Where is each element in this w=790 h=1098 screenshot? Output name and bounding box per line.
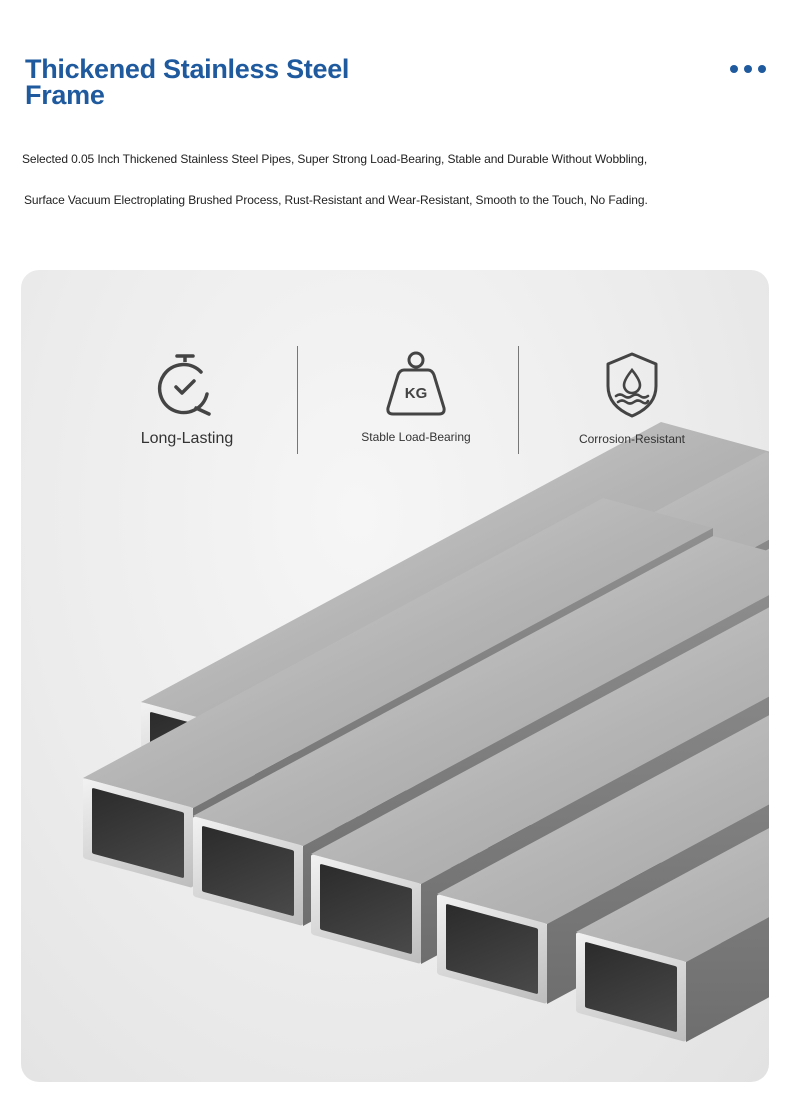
more-dots-icon[interactable] [730,65,766,73]
feature-long-lasting [97,350,277,448]
shield-water-drop-icon [600,350,664,420]
kg-weight-icon [384,350,448,420]
page-title: Thickened Stainless Steel Frame [25,54,350,110]
feature-label: Corrosion-Resistant [578,432,686,446]
feature-stable-load-bearing [326,350,506,444]
kg-icon-text: KG [404,385,428,402]
dot [730,65,738,73]
description-line-1: Selected 0.05 Inch Thickened Stainless Steel Pipes, Super Strong Load-Bearing, Stable and Durable Without Wobbling, [22,152,648,166]
feature-label: Long-Lasting [140,430,234,447]
divider [518,346,519,454]
dot [758,65,766,73]
feature-label: Stable Load-Bearing [361,430,471,444]
dot [744,65,752,73]
divider [297,346,298,454]
stopwatch-check-icon [155,350,219,420]
product-feature-card [21,270,769,1082]
feature-corrosion-resistant [542,350,722,446]
description-line-2: Surface Vacuum Electroplating Brushed Process, Rust-Resistant and Wear-Resistant, Smooth to the Touch, No Fading. [24,193,648,207]
